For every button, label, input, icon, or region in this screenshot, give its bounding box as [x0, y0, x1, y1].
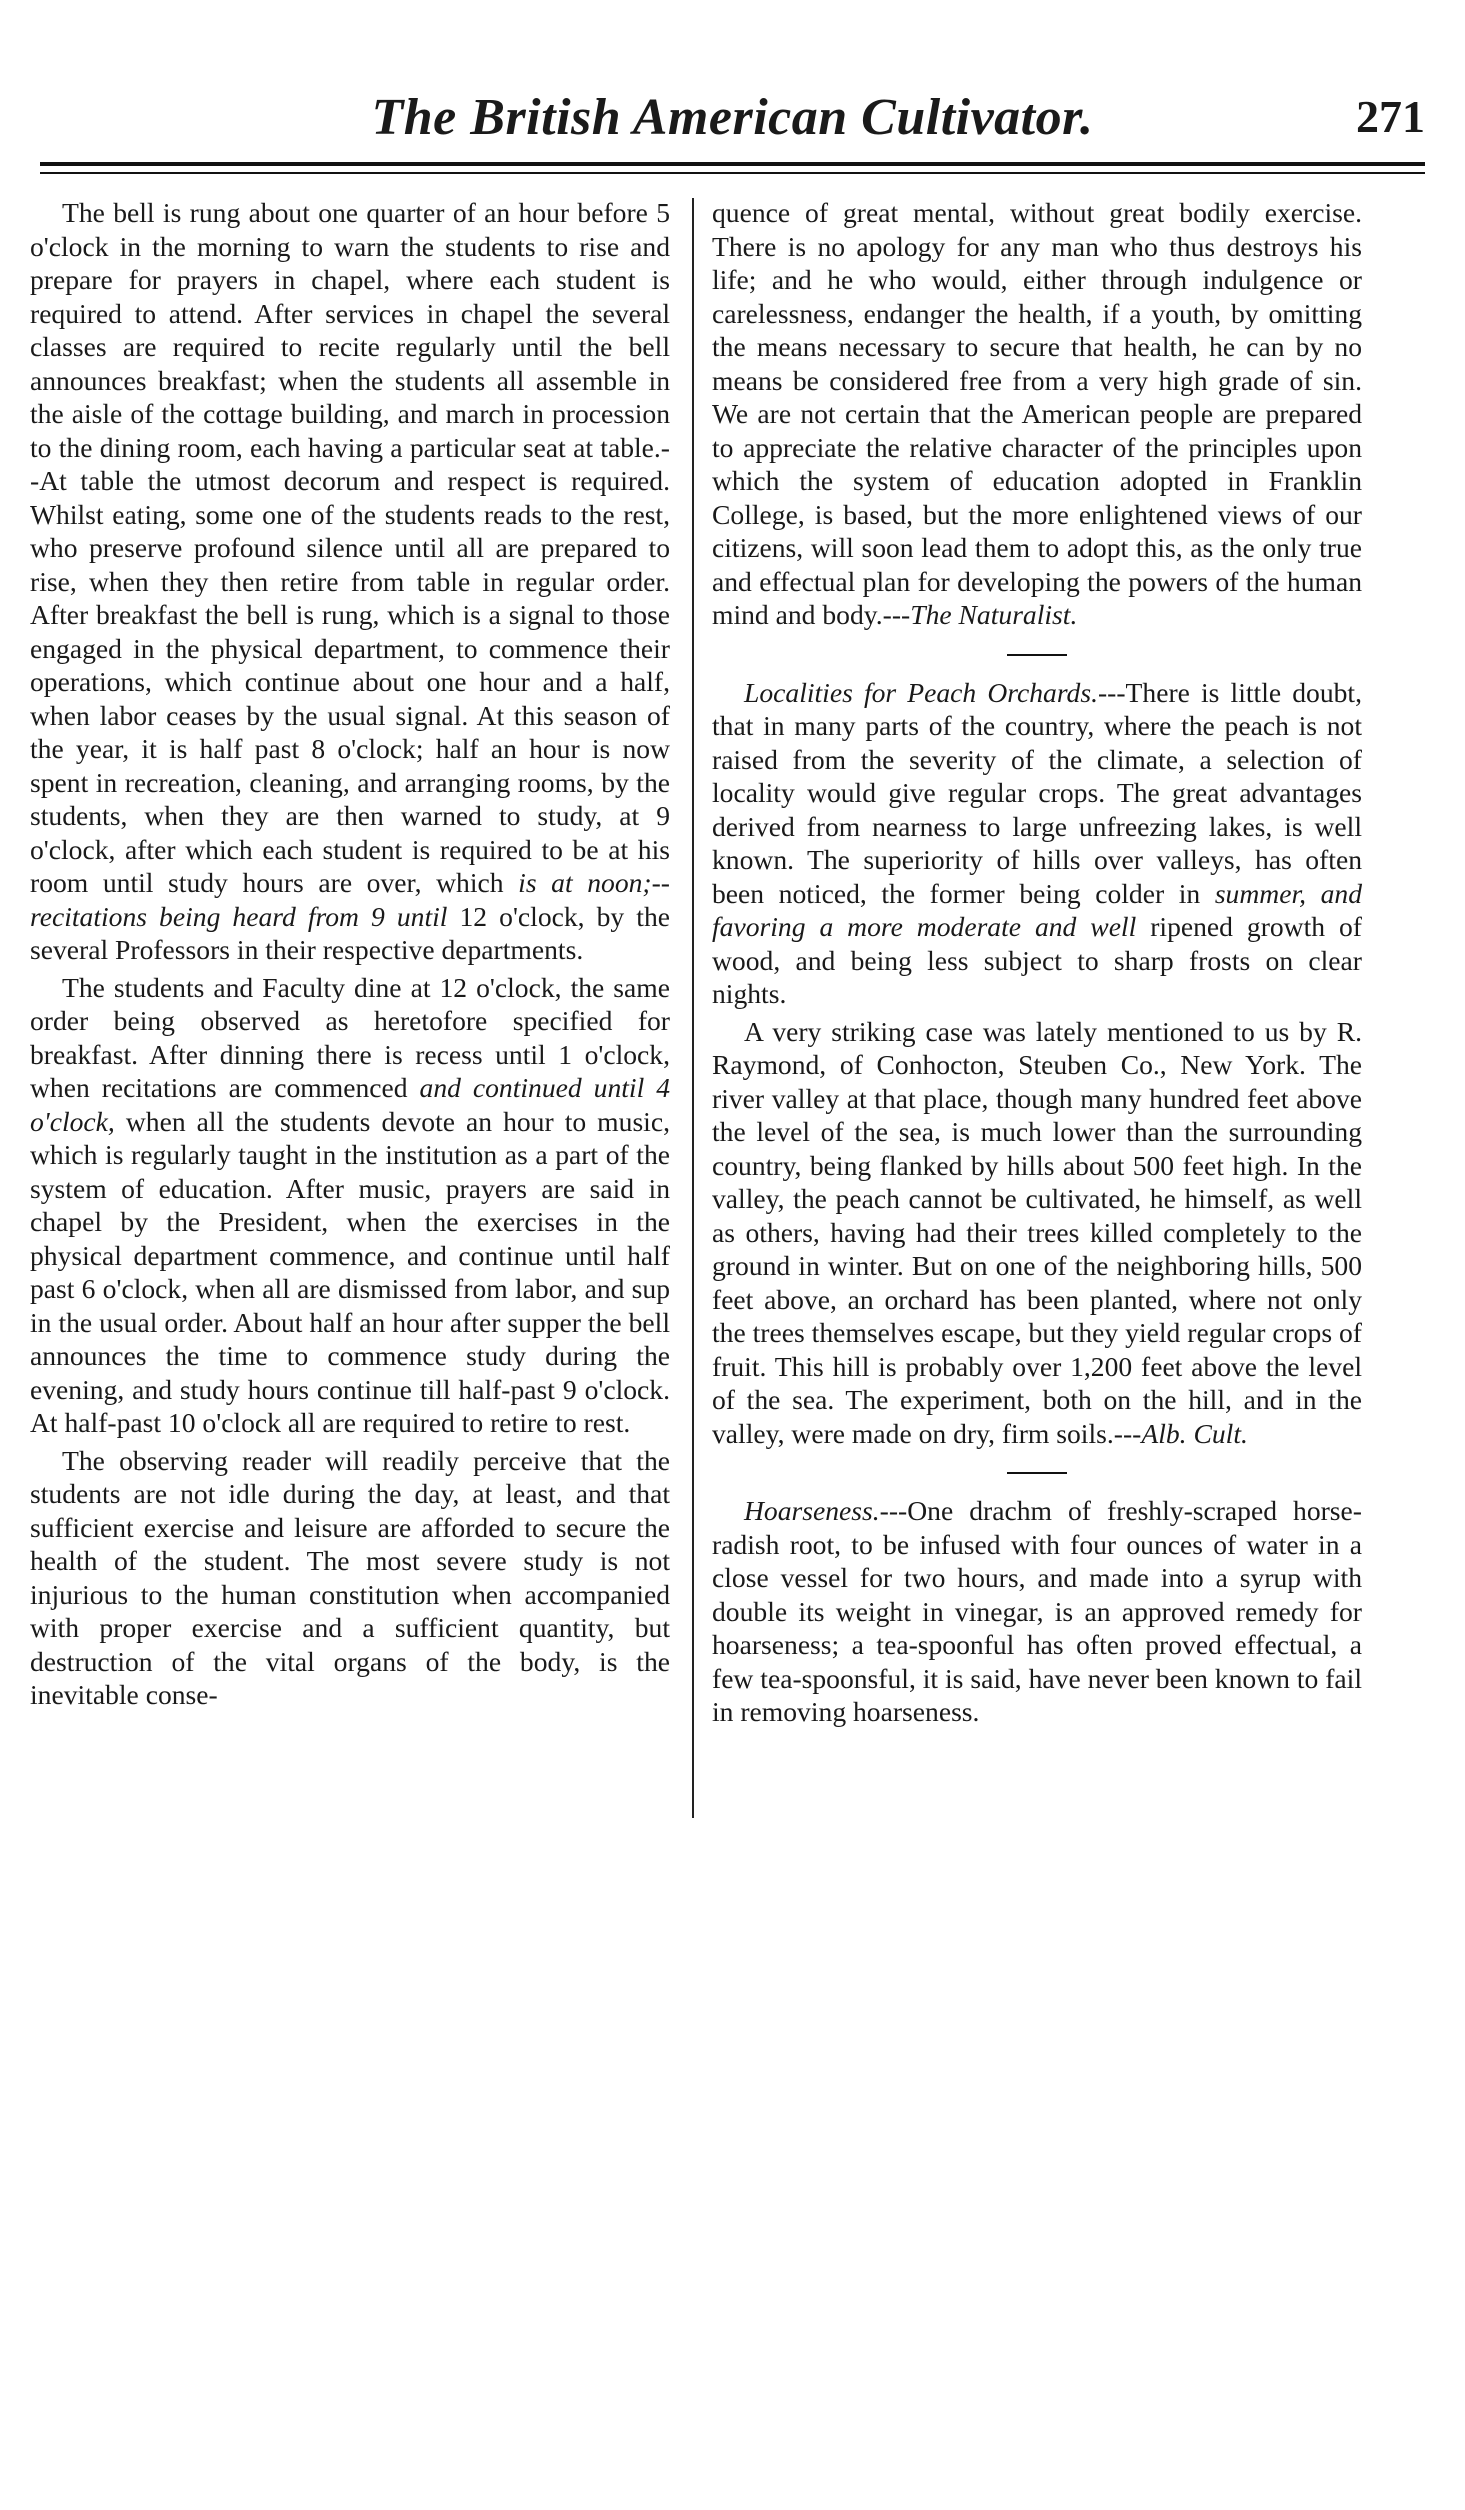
column-divider	[692, 198, 694, 1818]
article-heading: Localities for Peach Orchards.	[744, 676, 1098, 708]
paragraph-text: ---One drachm of freshly-scraped horse-radish root, to be infused with four ounces of water in a close vessel for two hours, and made into a syrup with double its weight in vinegar, is an approved remedy for hoarseness; a tea-spoonful has often proved effectual, a few tea-spoonsful, it is said, have never been known to fail in removing hoarseness.	[712, 1495, 1362, 1727]
paragraph-text: ---There is little doubt, that in many parts of the country, where the peach is not raised from the severity of the climate, a selection of locality would give regular crops. The great advantages derived from nearness to large unfreezing lakes, is well known. The superiority of hills over valleys, has often been noticed, the former being colder in	[712, 676, 1362, 909]
paragraph-text: quence of great mental, without great bodily exercise. There is no apology for any man who thus destroys his life; and he who would, either through indulgence or carelessness, endanger the health, if a youth, by omitting the means necessary to secure that health, he can by no means be considered free from a very high grade of sin. We are not certain that the American people are prepared to appreciate the relative character of the principles upon which the system of education adopted in Franklin College, is based, but the more enlightened views of our citizens, will soon lead them to adopt this, as the only true and effectual plan for developing the powers of the human mind and body.---	[712, 197, 1362, 630]
article-source: The Naturalist.	[910, 599, 1078, 630]
article-heading: Hoarseness.	[744, 1495, 880, 1526]
paragraph-italic-text: summer, and favoring a more moderate and well	[712, 877, 1363, 942]
header-rule-thin	[40, 172, 1425, 174]
paragraph-text: when all the students devote an hour to music, which is regularly taught in the institution as a part of the system of education. After music, prayers are said in chapel by the President, when the exercises in the physical department commence, and continue until half past 6 o'clock, when all are dismissed from labor, and sup in the usual order. About half an hour after supper the bell announces the time to commence study during the evening, and study hours continue till half-past 9 o'clock. At half-past 10 o'clock all are required to retire to rest.	[30, 1105, 670, 1438]
article-hoarseness	[712, 1494, 1362, 1729]
paragraph-text: The bell is rung about one quarter of an hour before 5 o'clock in the morning to warn the students to rise and prepare for prayers in chapel, where each student is required to attend. After services in chapel the several classes are required to recite regularly until the bell announces breakfast; when the students all assemble in the aisle of the cottage building, and march in procession to the dining room, each having a particular seat at table.--At table the utmost decorum and respect is required. Whilst eating, some one of the students reads to the rest, who preserve profound silence until all are prepared to rise, when they then retire from table in regular order. After breakfast the bell is rung, which is a signal to those engaged in the physical department, to commence their operations, which continue about one hour and a half, when labor ceases by the usual signal. At this season of the year, it is half past 8 o'clock; half an hour is now spent in recreation, cleaning, and arranging rooms, by the students, when they are then warned to study, at 9 o'clock, after which each student is required to be at his room until study hours are over, which	[30, 197, 670, 898]
article-separator	[1007, 654, 1067, 656]
paragraph-italic-text: and continued until 4 o'clock,	[30, 1072, 670, 1137]
paragraph-dinner-schedule	[30, 971, 670, 1440]
paragraph-observing-reader	[30, 1444, 670, 1712]
right-column	[712, 196, 1362, 1733]
page-header	[40, 88, 1425, 158]
paragraph-text: The observing reader will readily perceive that the students are not idle during the day, at least, and that sufficient exercise and leisure are afforded to secure the health of the student. The most severe study is not injurious to the human constitution when accompanied with proper exercise and a sufficient quantity, but destruction of the vital organs of the body, is the inevitable conse-	[30, 1444, 670, 1710]
paragraph-continuation	[712, 196, 1362, 632]
page-number: 271	[1356, 91, 1425, 142]
header-rule-thick	[40, 162, 1425, 166]
article-source: Alb. Cult.	[1141, 1417, 1248, 1449]
left-column	[30, 196, 670, 1716]
paragraph-text: The students and Faculty dine at 12 o'clock, the same order being observed as heretofore specified for breakfast. After dinning there is recess until 1 o'clock, when recitations are commenced	[30, 971, 670, 1103]
paragraph-text: 12 o'clock, by the several Professors in their respective departments.	[30, 900, 670, 965]
paragraph-italic-text: is at noon;--recitations being heard from 9 until	[30, 867, 670, 932]
article-separator	[1007, 1472, 1067, 1474]
paragraph-text: A very striking case was lately mentioned to us by R. Raymond, of Conhocton, Steuben Co., New York. The river valley at that place, though many hundred feet above the level of the sea, is much lower than the surrounding country, being flanked by hills about 500 feet high. In the valley, the peach cannot be cultivated, he himself, as well as others, having had their trees killed completely to the ground in winter. But on one of the neighboring hills, 500 feet above, an orchard has been planted, where not only the trees themselves escape, but they yield regular crops of fruit. This hill is probably over 1,200 feet above the level of the sea. The experiment, both on the hill, and in the valley, were made on dry, firm soils.---	[712, 1015, 1362, 1449]
paragraph-bell-schedule	[30, 196, 670, 967]
paragraph-raymond-case	[712, 1015, 1362, 1451]
paragraph-text: ripened growth of wood, and being less subject to sharp frosts on clear nights.	[712, 911, 1362, 1009]
article-peach-orchards	[712, 676, 1362, 1011]
running-title: The British American Cultivator.	[371, 89, 1094, 146]
